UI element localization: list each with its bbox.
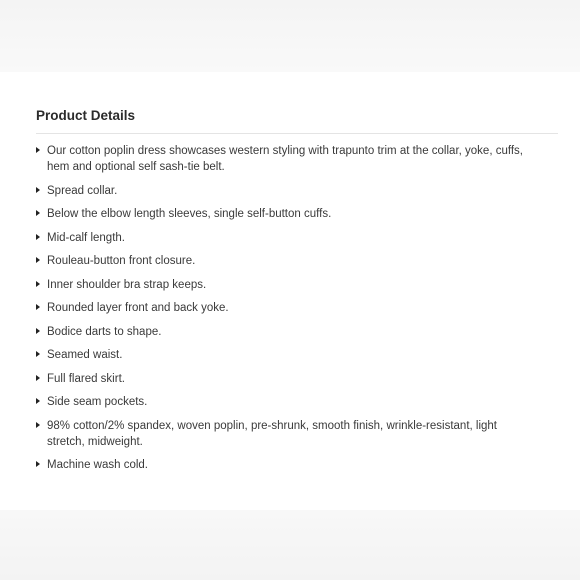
list-item-text: Rounded layer front and back yoke. <box>47 302 229 314</box>
section-divider <box>36 133 558 134</box>
caret-right-icon <box>36 422 40 428</box>
list-item-text: Rouleau-button front closure. <box>47 255 196 267</box>
caret-right-icon <box>36 147 40 153</box>
page-top-background <box>0 0 580 72</box>
section-title: Product Details <box>36 108 136 123</box>
page-bottom-background <box>0 510 580 580</box>
list-item <box>36 394 536 410</box>
list-item <box>36 300 536 316</box>
caret-right-icon <box>36 257 40 263</box>
caret-right-icon <box>36 461 40 467</box>
list-item-text: Spread collar. <box>47 184 118 197</box>
caret-right-icon <box>36 210 40 216</box>
caret-right-icon <box>36 398 40 404</box>
list-item <box>36 277 536 293</box>
list-item-text: Seamed waist. <box>47 349 123 361</box>
caret-right-icon <box>36 328 40 334</box>
caret-right-icon <box>36 351 40 357</box>
list-item <box>36 206 536 222</box>
caret-right-icon <box>36 187 40 193</box>
list-item-text: Full flared skirt. <box>47 372 125 385</box>
list-item <box>36 418 536 450</box>
list-item <box>36 143 536 175</box>
list-item <box>36 457 536 473</box>
list-item <box>36 324 536 340</box>
list-item <box>36 230 536 246</box>
list-item-text: Side seam pockets. <box>47 396 148 408</box>
list-item-text: 98% cotton/2% spandex, woven poplin, pre-shrunk, smooth finish, wrinkle-resistant, light stretch, midweight. <box>47 419 498 448</box>
list-item-text: Inner shoulder bra strap keeps. <box>47 278 207 291</box>
list-item <box>36 347 536 363</box>
list-item-text: Mid-calf length. <box>47 231 125 244</box>
list-item-text: Bodice darts to shape. <box>47 325 162 338</box>
product-details-list <box>36 143 536 481</box>
list-item <box>36 371 536 387</box>
caret-right-icon <box>36 281 40 287</box>
list-item-text: Below the elbow length sleeves, single self-button cuffs. <box>47 208 332 220</box>
caret-right-icon <box>36 304 40 310</box>
list-item <box>36 253 536 269</box>
caret-right-icon <box>36 234 40 240</box>
list-item-text: Our cotton poplin dress showcases western styling with trapunto trim at the collar, yoke, cuffs, hem and optional self sash-tie belt. <box>47 145 523 173</box>
list-item-text: Machine wash cold. <box>47 459 148 471</box>
caret-right-icon <box>36 375 40 381</box>
list-item <box>36 183 536 199</box>
